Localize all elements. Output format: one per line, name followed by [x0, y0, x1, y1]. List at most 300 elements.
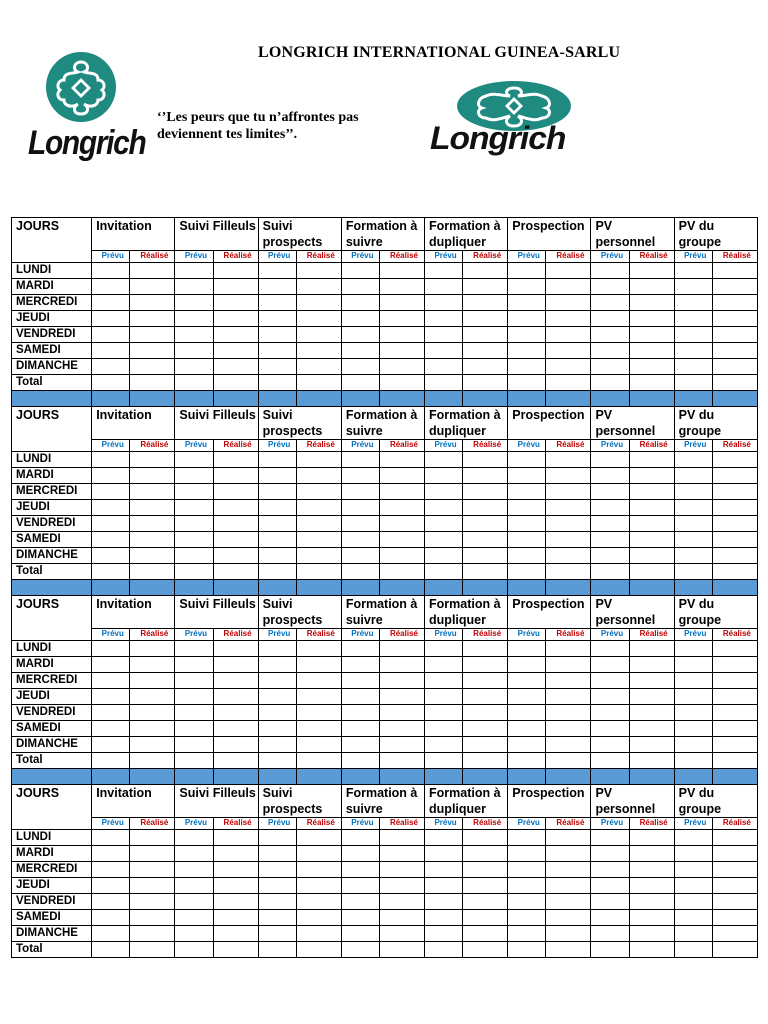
entry-cell[interactable] [591, 311, 629, 327]
entry-cell[interactable] [130, 327, 175, 343]
entry-cell[interactable] [425, 279, 463, 295]
entry-cell[interactable] [629, 830, 674, 846]
entry-cell[interactable] [546, 753, 591, 769]
entry-cell[interactable] [546, 657, 591, 673]
entry-cell[interactable] [463, 641, 508, 657]
entry-cell[interactable] [463, 846, 508, 862]
entry-cell[interactable] [508, 942, 546, 958]
entry-cell[interactable] [546, 737, 591, 753]
entry-cell[interactable] [130, 721, 175, 737]
entry-cell[interactable] [508, 862, 546, 878]
entry-cell[interactable] [591, 343, 629, 359]
entry-cell[interactable] [674, 878, 712, 894]
entry-cell[interactable] [674, 548, 712, 564]
entry-cell[interactable] [508, 689, 546, 705]
entry-cell[interactable] [546, 500, 591, 516]
entry-cell[interactable] [508, 846, 546, 862]
entry-cell[interactable] [629, 263, 674, 279]
entry-cell[interactable] [463, 279, 508, 295]
entry-cell[interactable] [175, 516, 213, 532]
entry-cell[interactable] [130, 910, 175, 926]
entry-cell[interactable] [591, 846, 629, 862]
entry-cell[interactable] [591, 452, 629, 468]
entry-cell[interactable] [92, 894, 130, 910]
entry-cell[interactable] [92, 830, 130, 846]
entry-cell[interactable] [258, 830, 296, 846]
entry-cell[interactable] [629, 564, 674, 580]
entry-cell[interactable] [463, 532, 508, 548]
entry-cell[interactable] [674, 689, 712, 705]
entry-cell[interactable] [341, 452, 379, 468]
entry-cell[interactable] [546, 327, 591, 343]
entry-cell[interactable] [379, 753, 424, 769]
entry-cell[interactable] [425, 327, 463, 343]
entry-cell[interactable] [712, 327, 757, 343]
entry-cell[interactable] [130, 548, 175, 564]
entry-cell[interactable] [629, 705, 674, 721]
entry-cell[interactable] [425, 673, 463, 689]
entry-cell[interactable] [296, 830, 341, 846]
entry-cell[interactable] [296, 327, 341, 343]
entry-cell[interactable] [463, 295, 508, 311]
entry-cell[interactable] [258, 564, 296, 580]
entry-cell[interactable] [425, 516, 463, 532]
entry-cell[interactable] [629, 862, 674, 878]
entry-cell[interactable] [508, 375, 546, 391]
entry-cell[interactable] [341, 532, 379, 548]
entry-cell[interactable] [712, 468, 757, 484]
entry-cell[interactable] [130, 484, 175, 500]
entry-cell[interactable] [712, 375, 757, 391]
entry-cell[interactable] [213, 311, 258, 327]
entry-cell[interactable] [92, 673, 130, 689]
entry-cell[interactable] [258, 705, 296, 721]
entry-cell[interactable] [258, 894, 296, 910]
entry-cell[interactable] [591, 375, 629, 391]
entry-cell[interactable] [175, 894, 213, 910]
entry-cell[interactable] [591, 689, 629, 705]
entry-cell[interactable] [591, 359, 629, 375]
entry-cell[interactable] [213, 657, 258, 673]
entry-cell[interactable] [175, 641, 213, 657]
entry-cell[interactable] [629, 295, 674, 311]
entry-cell[interactable] [341, 641, 379, 657]
entry-cell[interactable] [296, 705, 341, 721]
entry-cell[interactable] [425, 295, 463, 311]
entry-cell[interactable] [379, 484, 424, 500]
entry-cell[interactable] [591, 500, 629, 516]
entry-cell[interactable] [712, 753, 757, 769]
entry-cell[interactable] [379, 926, 424, 942]
entry-cell[interactable] [92, 862, 130, 878]
entry-cell[interactable] [175, 926, 213, 942]
entry-cell[interactable] [463, 343, 508, 359]
entry-cell[interactable] [379, 910, 424, 926]
entry-cell[interactable] [463, 359, 508, 375]
entry-cell[interactable] [92, 641, 130, 657]
entry-cell[interactable] [674, 894, 712, 910]
entry-cell[interactable] [546, 721, 591, 737]
entry-cell[interactable] [92, 846, 130, 862]
entry-cell[interactable] [425, 894, 463, 910]
entry-cell[interactable] [379, 279, 424, 295]
entry-cell[interactable] [92, 452, 130, 468]
entry-cell[interactable] [175, 753, 213, 769]
entry-cell[interactable] [379, 343, 424, 359]
entry-cell[interactable] [425, 641, 463, 657]
entry-cell[interactable] [546, 279, 591, 295]
entry-cell[interactable] [463, 942, 508, 958]
entry-cell[interactable] [213, 689, 258, 705]
entry-cell[interactable] [92, 910, 130, 926]
entry-cell[interactable] [629, 689, 674, 705]
entry-cell[interactable] [130, 673, 175, 689]
entry-cell[interactable] [674, 942, 712, 958]
entry-cell[interactable] [629, 279, 674, 295]
entry-cell[interactable] [130, 689, 175, 705]
entry-cell[interactable] [92, 532, 130, 548]
entry-cell[interactable] [674, 830, 712, 846]
entry-cell[interactable] [712, 942, 757, 958]
entry-cell[interactable] [258, 657, 296, 673]
entry-cell[interactable] [674, 343, 712, 359]
entry-cell[interactable] [546, 705, 591, 721]
entry-cell[interactable] [92, 516, 130, 532]
entry-cell[interactable] [508, 721, 546, 737]
entry-cell[interactable] [425, 689, 463, 705]
entry-cell[interactable] [629, 516, 674, 532]
entry-cell[interactable] [629, 673, 674, 689]
entry-cell[interactable] [463, 375, 508, 391]
entry-cell[interactable] [463, 705, 508, 721]
entry-cell[interactable] [508, 548, 546, 564]
entry-cell[interactable] [258, 516, 296, 532]
entry-cell[interactable] [425, 359, 463, 375]
entry-cell[interactable] [546, 375, 591, 391]
entry-cell[interactable] [629, 452, 674, 468]
entry-cell[interactable] [508, 263, 546, 279]
entry-cell[interactable] [379, 295, 424, 311]
entry-cell[interactable] [296, 564, 341, 580]
entry-cell[interactable] [425, 862, 463, 878]
entry-cell[interactable] [341, 327, 379, 343]
entry-cell[interactable] [213, 452, 258, 468]
entry-cell[interactable] [379, 468, 424, 484]
entry-cell[interactable] [213, 673, 258, 689]
entry-cell[interactable] [258, 753, 296, 769]
entry-cell[interactable] [296, 657, 341, 673]
entry-cell[interactable] [629, 878, 674, 894]
entry-cell[interactable] [674, 452, 712, 468]
entry-cell[interactable] [591, 657, 629, 673]
entry-cell[interactable] [546, 878, 591, 894]
entry-cell[interactable] [92, 295, 130, 311]
entry-cell[interactable] [591, 327, 629, 343]
entry-cell[interactable] [92, 737, 130, 753]
entry-cell[interactable] [425, 926, 463, 942]
entry-cell[interactable] [463, 721, 508, 737]
entry-cell[interactable] [508, 295, 546, 311]
entry-cell[interactable] [341, 263, 379, 279]
entry-cell[interactable] [130, 564, 175, 580]
entry-cell[interactable] [591, 894, 629, 910]
entry-cell[interactable] [341, 721, 379, 737]
entry-cell[interactable] [341, 910, 379, 926]
entry-cell[interactable] [341, 468, 379, 484]
entry-cell[interactable] [213, 327, 258, 343]
entry-cell[interactable] [712, 311, 757, 327]
entry-cell[interactable] [130, 926, 175, 942]
entry-cell[interactable] [213, 830, 258, 846]
entry-cell[interactable] [712, 452, 757, 468]
entry-cell[interactable] [175, 327, 213, 343]
entry-cell[interactable] [296, 532, 341, 548]
entry-cell[interactable] [379, 452, 424, 468]
entry-cell[interactable] [92, 375, 130, 391]
entry-cell[interactable] [341, 564, 379, 580]
entry-cell[interactable] [379, 721, 424, 737]
entry-cell[interactable] [546, 830, 591, 846]
entry-cell[interactable] [296, 516, 341, 532]
entry-cell[interactable] [629, 894, 674, 910]
entry-cell[interactable] [591, 468, 629, 484]
entry-cell[interactable] [712, 894, 757, 910]
entry-cell[interactable] [341, 657, 379, 673]
entry-cell[interactable] [463, 263, 508, 279]
entry-cell[interactable] [130, 830, 175, 846]
entry-cell[interactable] [629, 468, 674, 484]
entry-cell[interactable] [341, 279, 379, 295]
entry-cell[interactable] [379, 532, 424, 548]
entry-cell[interactable] [341, 311, 379, 327]
entry-cell[interactable] [175, 468, 213, 484]
entry-cell[interactable] [425, 705, 463, 721]
entry-cell[interactable] [591, 673, 629, 689]
entry-cell[interactable] [92, 721, 130, 737]
entry-cell[interactable] [674, 564, 712, 580]
entry-cell[interactable] [463, 689, 508, 705]
entry-cell[interactable] [712, 263, 757, 279]
entry-cell[interactable] [92, 564, 130, 580]
entry-cell[interactable] [546, 468, 591, 484]
entry-cell[interactable] [130, 657, 175, 673]
entry-cell[interactable] [508, 894, 546, 910]
entry-cell[interactable] [674, 311, 712, 327]
entry-cell[interactable] [425, 468, 463, 484]
entry-cell[interactable] [296, 894, 341, 910]
entry-cell[interactable] [130, 862, 175, 878]
entry-cell[interactable] [379, 846, 424, 862]
entry-cell[interactable] [425, 452, 463, 468]
entry-cell[interactable] [213, 942, 258, 958]
entry-cell[interactable] [591, 516, 629, 532]
entry-cell[interactable] [258, 737, 296, 753]
entry-cell[interactable] [175, 343, 213, 359]
entry-cell[interactable] [546, 910, 591, 926]
entry-cell[interactable] [379, 737, 424, 753]
entry-cell[interactable] [258, 311, 296, 327]
entry-cell[interactable] [463, 753, 508, 769]
entry-cell[interactable] [379, 564, 424, 580]
entry-cell[interactable] [508, 500, 546, 516]
entry-cell[interactable] [92, 484, 130, 500]
entry-cell[interactable] [463, 737, 508, 753]
entry-cell[interactable] [463, 311, 508, 327]
entry-cell[interactable] [175, 705, 213, 721]
entry-cell[interactable] [629, 846, 674, 862]
entry-cell[interactable] [425, 484, 463, 500]
entry-cell[interactable] [712, 548, 757, 564]
entry-cell[interactable] [296, 926, 341, 942]
entry-cell[interactable] [463, 673, 508, 689]
entry-cell[interactable] [296, 862, 341, 878]
entry-cell[interactable] [341, 878, 379, 894]
entry-cell[interactable] [591, 926, 629, 942]
entry-cell[interactable] [258, 343, 296, 359]
entry-cell[interactable] [591, 753, 629, 769]
entry-cell[interactable] [258, 910, 296, 926]
entry-cell[interactable] [296, 375, 341, 391]
entry-cell[interactable] [296, 311, 341, 327]
entry-cell[interactable] [379, 657, 424, 673]
entry-cell[interactable] [591, 548, 629, 564]
entry-cell[interactable] [629, 343, 674, 359]
entry-cell[interactable] [379, 516, 424, 532]
entry-cell[interactable] [629, 721, 674, 737]
entry-cell[interactable] [674, 327, 712, 343]
entry-cell[interactable] [712, 500, 757, 516]
entry-cell[interactable] [296, 878, 341, 894]
entry-cell[interactable] [296, 689, 341, 705]
entry-cell[interactable] [92, 926, 130, 942]
entry-cell[interactable] [130, 452, 175, 468]
entry-cell[interactable] [296, 484, 341, 500]
entry-cell[interactable] [92, 343, 130, 359]
entry-cell[interactable] [379, 311, 424, 327]
entry-cell[interactable] [674, 359, 712, 375]
entry-cell[interactable] [296, 673, 341, 689]
entry-cell[interactable] [341, 862, 379, 878]
entry-cell[interactable] [213, 295, 258, 311]
entry-cell[interactable] [213, 532, 258, 548]
entry-cell[interactable] [213, 375, 258, 391]
entry-cell[interactable] [674, 641, 712, 657]
entry-cell[interactable] [296, 737, 341, 753]
entry-cell[interactable] [175, 263, 213, 279]
entry-cell[interactable] [175, 721, 213, 737]
entry-cell[interactable] [591, 878, 629, 894]
entry-cell[interactable] [546, 484, 591, 500]
entry-cell[interactable] [175, 689, 213, 705]
entry-cell[interactable] [379, 263, 424, 279]
entry-cell[interactable] [213, 279, 258, 295]
entry-cell[interactable] [425, 753, 463, 769]
entry-cell[interactable] [425, 532, 463, 548]
entry-cell[interactable] [258, 468, 296, 484]
entry-cell[interactable] [175, 279, 213, 295]
entry-cell[interactable] [258, 641, 296, 657]
entry-cell[interactable] [341, 359, 379, 375]
entry-cell[interactable] [463, 468, 508, 484]
entry-cell[interactable] [92, 705, 130, 721]
entry-cell[interactable] [258, 263, 296, 279]
entry-cell[interactable] [296, 548, 341, 564]
entry-cell[interactable] [130, 878, 175, 894]
entry-cell[interactable] [425, 375, 463, 391]
entry-cell[interactable] [130, 705, 175, 721]
entry-cell[interactable] [508, 910, 546, 926]
entry-cell[interactable] [130, 311, 175, 327]
entry-cell[interactable] [508, 705, 546, 721]
entry-cell[interactable] [130, 846, 175, 862]
entry-cell[interactable] [213, 548, 258, 564]
entry-cell[interactable] [674, 705, 712, 721]
entry-cell[interactable] [463, 878, 508, 894]
entry-cell[interactable] [508, 657, 546, 673]
entry-cell[interactable] [508, 311, 546, 327]
entry-cell[interactable] [379, 705, 424, 721]
entry-cell[interactable] [213, 500, 258, 516]
entry-cell[interactable] [674, 516, 712, 532]
entry-cell[interactable] [175, 311, 213, 327]
entry-cell[interactable] [591, 862, 629, 878]
entry-cell[interactable] [258, 532, 296, 548]
entry-cell[interactable] [341, 343, 379, 359]
entry-cell[interactable] [674, 926, 712, 942]
entry-cell[interactable] [629, 375, 674, 391]
entry-cell[interactable] [546, 263, 591, 279]
entry-cell[interactable] [130, 641, 175, 657]
entry-cell[interactable] [296, 500, 341, 516]
entry-cell[interactable] [463, 862, 508, 878]
entry-cell[interactable] [591, 484, 629, 500]
entry-cell[interactable] [463, 516, 508, 532]
entry-cell[interactable] [463, 910, 508, 926]
entry-cell[interactable] [92, 327, 130, 343]
entry-cell[interactable] [629, 532, 674, 548]
entry-cell[interactable] [674, 657, 712, 673]
entry-cell[interactable] [425, 737, 463, 753]
entry-cell[interactable] [379, 641, 424, 657]
entry-cell[interactable] [130, 295, 175, 311]
entry-cell[interactable] [258, 942, 296, 958]
entry-cell[interactable] [463, 894, 508, 910]
entry-cell[interactable] [258, 878, 296, 894]
entry-cell[interactable] [92, 359, 130, 375]
entry-cell[interactable] [213, 564, 258, 580]
entry-cell[interactable] [92, 311, 130, 327]
entry-cell[interactable] [175, 500, 213, 516]
entry-cell[interactable] [213, 910, 258, 926]
entry-cell[interactable] [341, 830, 379, 846]
entry-cell[interactable] [92, 548, 130, 564]
entry-cell[interactable] [213, 516, 258, 532]
entry-cell[interactable] [130, 279, 175, 295]
entry-cell[interactable] [508, 452, 546, 468]
entry-cell[interactable] [341, 737, 379, 753]
entry-cell[interactable] [425, 657, 463, 673]
entry-cell[interactable] [674, 484, 712, 500]
entry-cell[interactable] [591, 910, 629, 926]
entry-cell[interactable] [712, 910, 757, 926]
entry-cell[interactable] [130, 500, 175, 516]
entry-cell[interactable] [629, 359, 674, 375]
entry-cell[interactable] [379, 689, 424, 705]
entry-cell[interactable] [674, 375, 712, 391]
entry-cell[interactable] [712, 295, 757, 311]
entry-cell[interactable] [629, 327, 674, 343]
entry-cell[interactable] [546, 926, 591, 942]
